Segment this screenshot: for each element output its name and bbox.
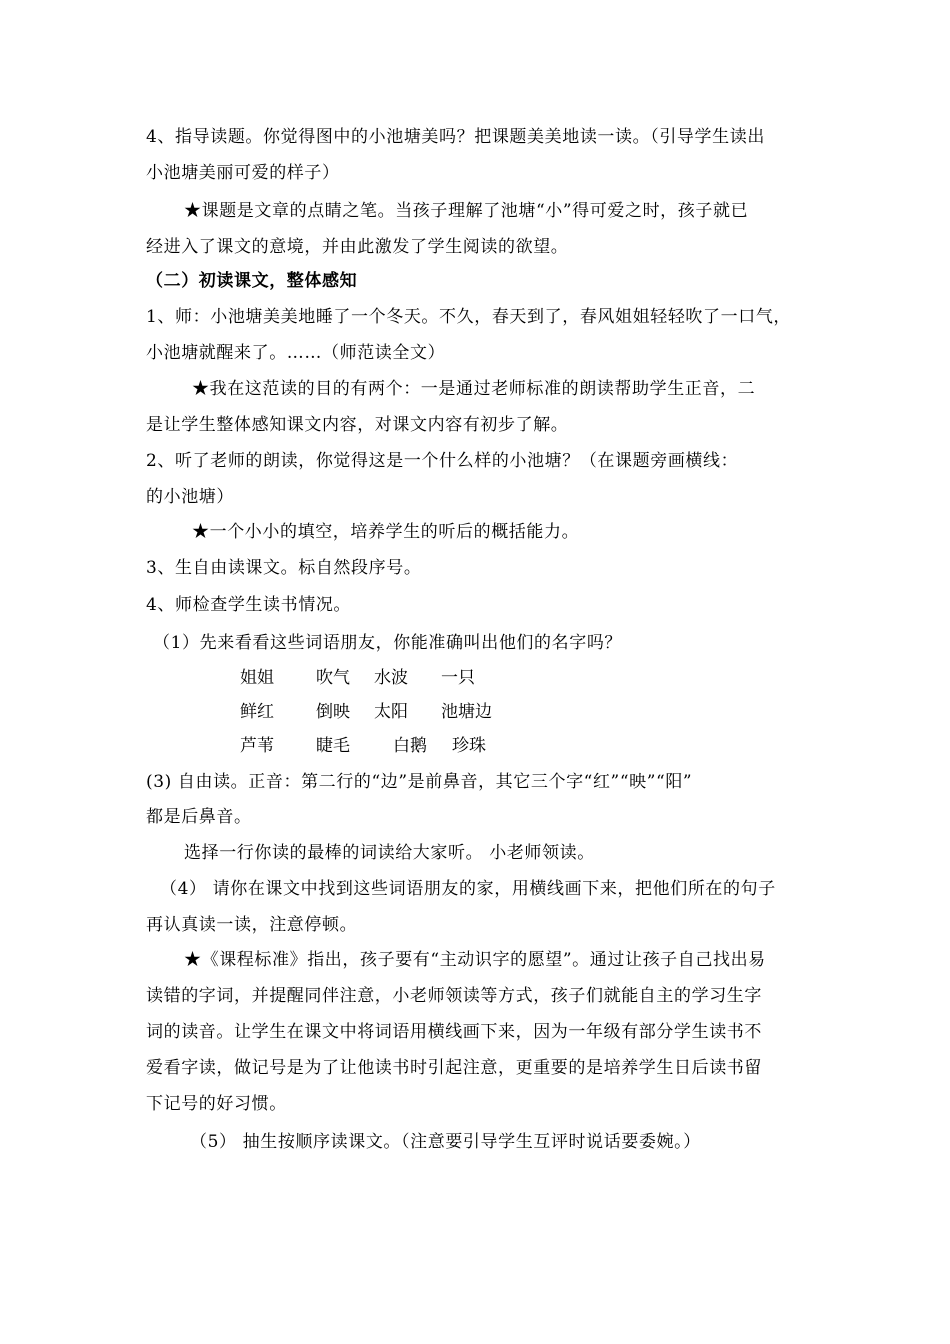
- text-line: （4） 请你在课文中找到这些词语朋友的家，用横线画下来，把他们所在的句子: [160, 879, 776, 899]
- word-item: 白鹅: [393, 736, 427, 756]
- text-line: 4、师检查学生读书情况。: [146, 595, 352, 615]
- text-line: 经进入了课文的意境，并由此激发了学生阅读的欲望。: [146, 237, 569, 257]
- text-line: 都是后鼻音。: [146, 807, 252, 827]
- text-line: 选择一行你读的最棒的词读给大家听。 小老师领读。: [184, 843, 595, 863]
- text-line: ★一个小小的填空，培养学生的听后的概括能力。: [192, 522, 580, 542]
- text-line: （1）先来看看这些词语朋友，你能准确叫出他们的名字吗？: [153, 633, 623, 653]
- text-line: 小池塘就醒来了。……（师范读全文）: [146, 343, 446, 363]
- text-line: (3) 自由读。正音：第二行的“边”是前鼻音，其它三个字“红”“映”“阳”: [146, 772, 693, 792]
- text-line: 词的读音。让学生在课文中将词语用横线画下来，因为一年级有部分学生读书不: [146, 1022, 762, 1042]
- section-heading: （二）初读课文，整体感知: [146, 271, 358, 291]
- word-item: 水波: [374, 668, 408, 688]
- word-item: 芦苇: [240, 736, 274, 756]
- word-item: 珍珠: [452, 736, 486, 756]
- text-line: ★课题是文章的点睛之笔。当孩子理解了池塘“小”得可爱之时，孩子就已: [184, 201, 749, 221]
- text-line: 读错的字词，并提醒同伴注意，小老师领读等方式，孩子们就能自主的学习生字: [146, 986, 762, 1006]
- word-item: 鲜红: [240, 702, 274, 722]
- word-item: 睫毛: [316, 736, 350, 756]
- text-line: 2、听了老师的朗读，你觉得这是一个什么样的小池塘？（在课题旁画横线：: [146, 451, 739, 471]
- text-line: ★我在这范读的目的有两个：一是通过老师标准的朗读帮助学生正音，二: [192, 379, 756, 399]
- text-line: 小池塘美丽可爱的样子）: [146, 163, 340, 183]
- text-line: 3、生自由读课文。标自然段序号。: [146, 558, 422, 578]
- text-line: （5） 抽生按顺序读课文。（注意要引导学生互评时说话要委婉。）: [190, 1132, 701, 1152]
- text-line: 是让学生整体感知课文内容，对课文内容有初步了解。: [146, 415, 569, 435]
- text-line: 4、指导读题。你觉得图中的小池塘美吗？把课题美美地读一读。（引导学生读出: [146, 127, 765, 147]
- text-line: 爱看字读，做记号是为了让他读书时引起注意，更重要的是培养学生日后读书留: [146, 1058, 762, 1078]
- text-line: 下记号的好习惯。: [146, 1094, 287, 1114]
- word-item: 一只: [441, 668, 475, 688]
- word-item: 池塘边: [441, 702, 492, 722]
- text-line: 再认真读一读，注意停顿。: [146, 915, 358, 935]
- word-item: 姐姐: [240, 668, 274, 688]
- text-line: ★《课程标准》指出，孩子要有“主动识字的愿望”。通过让孩子自己找出易: [184, 950, 766, 970]
- text-line: 的小池塘）: [146, 487, 234, 507]
- word-item: 倒映: [316, 702, 350, 722]
- word-item: 太阳: [374, 702, 408, 722]
- text-line: 1、师：小池塘美美地睡了一个冬天。不久，春天到了，春风姐姐轻轻吹了一口气，: [146, 307, 792, 327]
- word-item: 吹气: [316, 668, 350, 688]
